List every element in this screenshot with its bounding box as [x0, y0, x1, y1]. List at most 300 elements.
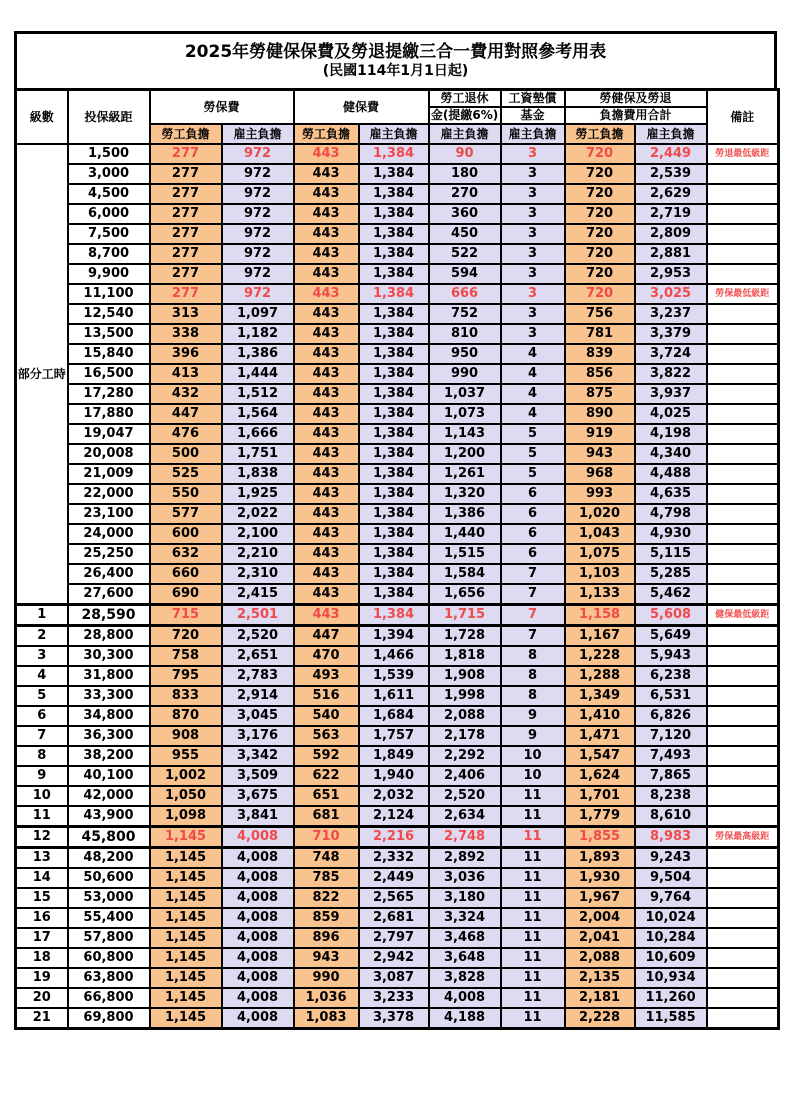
table-row — [16, 1008, 779, 1029]
remark-cell — [707, 968, 779, 988]
bracket-cell: 43,900 — [68, 806, 150, 827]
value-cell: 4,488 — [635, 464, 707, 484]
value-cell: 1,728 — [429, 626, 501, 647]
value-cell: 1,930 — [565, 868, 635, 888]
value-cell: 9,243 — [635, 848, 707, 869]
value-cell: 1,656 — [429, 584, 501, 605]
bracket-cell: 31,800 — [68, 666, 150, 686]
bracket-cell: 13,500 — [68, 324, 150, 344]
bracket-cell: 17,280 — [68, 384, 150, 404]
value-cell: 11 — [501, 928, 565, 948]
table-row — [16, 504, 779, 524]
value-cell: 4,008 — [222, 1008, 294, 1029]
value-cell: 10,284 — [635, 928, 707, 948]
table-row — [16, 968, 779, 988]
table-row — [16, 204, 779, 224]
value-cell: 1,384 — [359, 524, 429, 544]
value-cell: 1,818 — [429, 646, 501, 666]
table-row — [16, 184, 779, 204]
value-cell: 3,468 — [429, 928, 501, 948]
value-cell: 720 — [565, 164, 635, 184]
value-cell: 720 — [565, 264, 635, 284]
value-cell: 450 — [429, 224, 501, 244]
bracket-cell: 26,400 — [68, 564, 150, 584]
value-cell: 550 — [150, 484, 222, 504]
value-cell: 3,237 — [635, 304, 707, 324]
value-cell: 4,008 — [429, 988, 501, 1008]
value-cell: 4 — [501, 384, 565, 404]
col-header-pension-line1: 勞工退休 — [429, 90, 501, 108]
remark-cell — [707, 244, 779, 264]
level-cell: 3 — [16, 646, 68, 666]
value-cell: 1,145 — [150, 1008, 222, 1029]
value-cell: 856 — [565, 364, 635, 384]
value-cell: 1,145 — [150, 968, 222, 988]
value-cell: 432 — [150, 384, 222, 404]
remark-cell — [707, 786, 779, 806]
value-cell: 810 — [429, 324, 501, 344]
table-row — [16, 666, 779, 686]
level-cell: 20 — [16, 988, 68, 1008]
bracket-cell: 36,300 — [68, 726, 150, 746]
value-cell: 720 — [565, 184, 635, 204]
value-cell: 3,233 — [359, 988, 429, 1008]
value-cell: 1,925 — [222, 484, 294, 504]
value-cell: 1,145 — [150, 948, 222, 968]
value-cell: 443 — [294, 144, 359, 164]
value-cell: 3 — [501, 304, 565, 324]
value-cell: 443 — [294, 304, 359, 324]
remark-cell — [707, 484, 779, 504]
value-cell: 1,384 — [359, 424, 429, 444]
value-cell: 1,384 — [359, 344, 429, 364]
value-cell: 2,797 — [359, 928, 429, 948]
bracket-cell: 28,590 — [68, 605, 150, 626]
value-cell: 1,020 — [565, 504, 635, 524]
value-cell: 1,384 — [359, 324, 429, 344]
table-row — [16, 928, 779, 948]
value-cell: 2,004 — [565, 908, 635, 928]
value-cell: 1,083 — [294, 1008, 359, 1029]
value-cell: 870 — [150, 706, 222, 726]
col-header-wage-fund-line2: 基金 — [501, 107, 565, 124]
page-subtitle: (民國114年1月1日起) — [322, 63, 469, 79]
level-cell: 16 — [16, 908, 68, 928]
table-row — [16, 304, 779, 324]
value-cell: 919 — [565, 424, 635, 444]
value-cell: 443 — [294, 344, 359, 364]
value-cell: 7 — [501, 605, 565, 626]
value-cell: 1,684 — [359, 706, 429, 726]
value-cell: 1,384 — [359, 444, 429, 464]
value-cell: 1,908 — [429, 666, 501, 686]
value-cell: 3,176 — [222, 726, 294, 746]
bracket-cell: 19,047 — [68, 424, 150, 444]
value-cell: 6 — [501, 504, 565, 524]
value-cell: 5 — [501, 464, 565, 484]
remark-cell — [707, 908, 779, 928]
remark-cell: 勞保最低級距 — [707, 284, 779, 304]
table-row — [16, 384, 779, 404]
value-cell: 443 — [294, 264, 359, 284]
value-cell: 2,629 — [635, 184, 707, 204]
level-cell: 4 — [16, 666, 68, 686]
remark-cell: 勞保最高級距 — [707, 827, 779, 848]
value-cell: 1,145 — [150, 908, 222, 928]
value-cell: 1,384 — [359, 544, 429, 564]
value-cell: 1,075 — [565, 544, 635, 564]
bracket-cell: 63,800 — [68, 968, 150, 988]
value-cell: 4,008 — [222, 868, 294, 888]
bracket-cell: 53,000 — [68, 888, 150, 908]
value-cell: 1,384 — [359, 484, 429, 504]
level-cell: 5 — [16, 686, 68, 706]
value-cell: 4,025 — [635, 404, 707, 424]
value-cell: 1,145 — [150, 888, 222, 908]
value-cell: 1,386 — [429, 504, 501, 524]
value-cell: 1,624 — [565, 766, 635, 786]
bracket-cell: 34,800 — [68, 706, 150, 726]
bracket-cell: 3,000 — [68, 164, 150, 184]
subheader-total-employee: 勞工負擔 — [565, 124, 635, 144]
value-cell: 11 — [501, 806, 565, 827]
value-cell: 1,073 — [429, 404, 501, 424]
value-cell: 6 — [501, 524, 565, 544]
value-cell: 443 — [294, 524, 359, 544]
value-cell: 2,178 — [429, 726, 501, 746]
value-cell: 8,610 — [635, 806, 707, 827]
bracket-cell: 23,100 — [68, 504, 150, 524]
remark-cell — [707, 544, 779, 564]
remark-cell — [707, 686, 779, 706]
remark-cell — [707, 848, 779, 869]
table-row — [16, 344, 779, 364]
value-cell: 443 — [294, 605, 359, 626]
value-cell: 2,634 — [429, 806, 501, 827]
value-cell: 943 — [294, 948, 359, 968]
value-cell: 10 — [501, 766, 565, 786]
level-cell: 7 — [16, 726, 68, 746]
value-cell: 972 — [222, 264, 294, 284]
col-header-labor-insurance: 勞保費 — [150, 90, 294, 125]
table-row — [16, 686, 779, 706]
value-cell: 5,115 — [635, 544, 707, 564]
table-row — [16, 484, 779, 504]
remark-cell — [707, 164, 779, 184]
remark-cell: 勞退最低級距 — [707, 144, 779, 164]
value-cell: 8 — [501, 686, 565, 706]
bracket-cell: 42,000 — [68, 786, 150, 806]
value-cell: 3,025 — [635, 284, 707, 304]
value-cell: 3 — [501, 324, 565, 344]
value-cell: 2,135 — [565, 968, 635, 988]
remark-cell — [707, 344, 779, 364]
value-cell: 4,635 — [635, 484, 707, 504]
table-row — [16, 766, 779, 786]
value-cell: 690 — [150, 584, 222, 605]
bracket-cell: 69,800 — [68, 1008, 150, 1029]
value-cell: 1,466 — [359, 646, 429, 666]
value-cell: 1,384 — [359, 504, 429, 524]
remark-cell — [707, 304, 779, 324]
table-title-box — [14, 31, 777, 88]
remark-cell — [707, 424, 779, 444]
value-cell: 2,501 — [222, 605, 294, 626]
level-cell: 13 — [16, 848, 68, 869]
table-row — [16, 605, 779, 626]
value-cell: 822 — [294, 888, 359, 908]
value-cell: 476 — [150, 424, 222, 444]
value-cell: 3,675 — [222, 786, 294, 806]
value-cell: 785 — [294, 868, 359, 888]
value-cell: 443 — [294, 164, 359, 184]
value-cell: 1,036 — [294, 988, 359, 1008]
value-cell: 1,940 — [359, 766, 429, 786]
value-cell: 1,384 — [359, 164, 429, 184]
level-cell: 14 — [16, 868, 68, 888]
bracket-cell: 6,000 — [68, 204, 150, 224]
remark-cell — [707, 584, 779, 605]
value-cell: 3,045 — [222, 706, 294, 726]
value-cell: 1,779 — [565, 806, 635, 827]
value-cell: 1,515 — [429, 544, 501, 564]
value-cell: 525 — [150, 464, 222, 484]
value-cell: 8,238 — [635, 786, 707, 806]
value-cell: 2,406 — [429, 766, 501, 786]
remark-cell — [707, 524, 779, 544]
remark-cell — [707, 444, 779, 464]
value-cell: 4,008 — [222, 888, 294, 908]
table-row — [16, 888, 779, 908]
value-cell: 4,008 — [222, 988, 294, 1008]
value-cell: 2,415 — [222, 584, 294, 605]
value-cell: 3,378 — [359, 1008, 429, 1029]
bracket-cell: 15,840 — [68, 344, 150, 364]
table-row — [16, 848, 779, 869]
col-header-wage-fund-line1: 工資墊償 — [501, 90, 565, 108]
value-cell: 1,471 — [565, 726, 635, 746]
value-cell: 10,024 — [635, 908, 707, 928]
value-cell: 1,103 — [565, 564, 635, 584]
value-cell: 516 — [294, 686, 359, 706]
value-cell: 2,783 — [222, 666, 294, 686]
value-cell: 2,914 — [222, 686, 294, 706]
value-cell: 2,520 — [429, 786, 501, 806]
value-cell: 443 — [294, 444, 359, 464]
level-cell: 18 — [16, 948, 68, 968]
bracket-cell: 33,300 — [68, 686, 150, 706]
value-cell: 1,410 — [565, 706, 635, 726]
value-cell: 4,198 — [635, 424, 707, 444]
remark-cell — [707, 364, 779, 384]
value-cell: 1,386 — [222, 344, 294, 364]
level-cell: 8 — [16, 746, 68, 766]
value-cell: 2,228 — [565, 1008, 635, 1029]
value-cell: 1,050 — [150, 786, 222, 806]
table-row — [16, 908, 779, 928]
value-cell: 4,008 — [222, 848, 294, 869]
value-cell: 890 — [565, 404, 635, 424]
value-cell: 592 — [294, 746, 359, 766]
value-cell: 443 — [294, 224, 359, 244]
remark-cell — [707, 746, 779, 766]
level-cell: 17 — [16, 928, 68, 948]
value-cell: 443 — [294, 544, 359, 564]
value-cell: 6,826 — [635, 706, 707, 726]
value-cell: 7 — [501, 584, 565, 605]
value-cell: 1,967 — [565, 888, 635, 908]
bracket-cell: 45,800 — [68, 827, 150, 848]
remark-cell — [707, 324, 779, 344]
value-cell: 8,983 — [635, 827, 707, 848]
value-cell: 4,008 — [222, 968, 294, 988]
value-cell: 3,180 — [429, 888, 501, 908]
value-cell: 443 — [294, 404, 359, 424]
value-cell: 443 — [294, 284, 359, 304]
value-cell: 720 — [565, 144, 635, 164]
table-row — [16, 726, 779, 746]
value-cell: 720 — [565, 204, 635, 224]
table-row — [16, 806, 779, 827]
remark-cell — [707, 204, 779, 224]
value-cell: 1,200 — [429, 444, 501, 464]
value-cell: 720 — [565, 244, 635, 264]
bracket-cell: 40,100 — [68, 766, 150, 786]
value-cell: 11 — [501, 1008, 565, 1029]
value-cell: 6 — [501, 544, 565, 564]
value-cell: 10,609 — [635, 948, 707, 968]
value-cell: 313 — [150, 304, 222, 324]
value-cell: 2,032 — [359, 786, 429, 806]
value-cell: 360 — [429, 204, 501, 224]
bracket-cell: 55,400 — [68, 908, 150, 928]
table-row — [16, 464, 779, 484]
value-cell: 443 — [294, 204, 359, 224]
value-cell: 2,124 — [359, 806, 429, 827]
value-cell: 594 — [429, 264, 501, 284]
level-cell: 15 — [16, 888, 68, 908]
value-cell: 4,008 — [222, 908, 294, 928]
value-cell: 972 — [222, 204, 294, 224]
value-cell: 1,097 — [222, 304, 294, 324]
value-cell: 7,120 — [635, 726, 707, 746]
table-row — [16, 324, 779, 344]
bracket-cell: 17,880 — [68, 404, 150, 424]
value-cell: 1,715 — [429, 605, 501, 626]
value-cell: 1,394 — [359, 626, 429, 647]
bracket-cell: 25,250 — [68, 544, 150, 564]
remark-cell — [707, 726, 779, 746]
value-cell: 443 — [294, 484, 359, 504]
table-row — [16, 868, 779, 888]
value-cell: 2,539 — [635, 164, 707, 184]
value-cell: 2,809 — [635, 224, 707, 244]
value-cell: 9 — [501, 706, 565, 726]
level-cell: 11 — [16, 806, 68, 827]
value-cell: 3,648 — [429, 948, 501, 968]
value-cell: 2,748 — [429, 827, 501, 848]
level-cell: 10 — [16, 786, 68, 806]
value-cell: 277 — [150, 204, 222, 224]
value-cell: 10 — [501, 746, 565, 766]
value-cell: 1,998 — [429, 686, 501, 706]
value-cell: 833 — [150, 686, 222, 706]
value-cell: 4 — [501, 404, 565, 424]
bracket-cell: 50,600 — [68, 868, 150, 888]
table-row — [16, 284, 779, 304]
remark-cell — [707, 384, 779, 404]
value-cell: 7,865 — [635, 766, 707, 786]
subheader-li-employer: 雇主負擔 — [222, 124, 294, 144]
value-cell: 2,651 — [222, 646, 294, 666]
remark-cell — [707, 868, 779, 888]
bracket-cell: 16,500 — [68, 364, 150, 384]
value-cell: 5,649 — [635, 626, 707, 647]
value-cell: 577 — [150, 504, 222, 524]
value-cell: 1,037 — [429, 384, 501, 404]
remark-cell — [707, 464, 779, 484]
value-cell: 493 — [294, 666, 359, 686]
col-header-level: 級數 — [16, 90, 68, 145]
value-cell: 968 — [565, 464, 635, 484]
value-cell: 1,893 — [565, 848, 635, 869]
bracket-cell: 48,200 — [68, 848, 150, 869]
value-cell: 90 — [429, 144, 501, 164]
value-cell: 11 — [501, 786, 565, 806]
value-cell: 4,008 — [222, 948, 294, 968]
table-row — [16, 584, 779, 605]
value-cell: 896 — [294, 928, 359, 948]
value-cell: 950 — [429, 344, 501, 364]
table-row — [16, 827, 779, 848]
value-cell: 11,585 — [635, 1008, 707, 1029]
value-cell: 2,332 — [359, 848, 429, 869]
value-cell: 1,167 — [565, 626, 635, 647]
value-cell: 1,512 — [222, 384, 294, 404]
value-cell: 710 — [294, 827, 359, 848]
value-cell: 277 — [150, 224, 222, 244]
value-cell: 1,564 — [222, 404, 294, 424]
value-cell: 1,320 — [429, 484, 501, 504]
remark-cell — [707, 1008, 779, 1029]
value-cell: 681 — [294, 806, 359, 827]
value-cell: 632 — [150, 544, 222, 564]
value-cell: 1,384 — [359, 244, 429, 264]
value-cell: 11 — [501, 827, 565, 848]
bracket-cell: 20,008 — [68, 444, 150, 464]
value-cell: 1,043 — [565, 524, 635, 544]
value-cell: 1,182 — [222, 324, 294, 344]
value-cell: 3,509 — [222, 766, 294, 786]
value-cell: 443 — [294, 384, 359, 404]
value-cell: 443 — [294, 364, 359, 384]
value-cell: 2,953 — [635, 264, 707, 284]
value-cell: 443 — [294, 584, 359, 605]
value-cell: 758 — [150, 646, 222, 666]
value-cell: 1,440 — [429, 524, 501, 544]
value-cell: 3 — [501, 164, 565, 184]
value-cell: 7,493 — [635, 746, 707, 766]
value-cell: 3 — [501, 264, 565, 284]
value-cell: 1,133 — [565, 584, 635, 605]
value-cell: 748 — [294, 848, 359, 869]
value-cell: 7 — [501, 626, 565, 647]
value-cell: 1,384 — [359, 584, 429, 605]
value-cell: 1,145 — [150, 928, 222, 948]
bracket-cell: 7,500 — [68, 224, 150, 244]
value-cell: 443 — [294, 324, 359, 344]
value-cell: 522 — [429, 244, 501, 264]
